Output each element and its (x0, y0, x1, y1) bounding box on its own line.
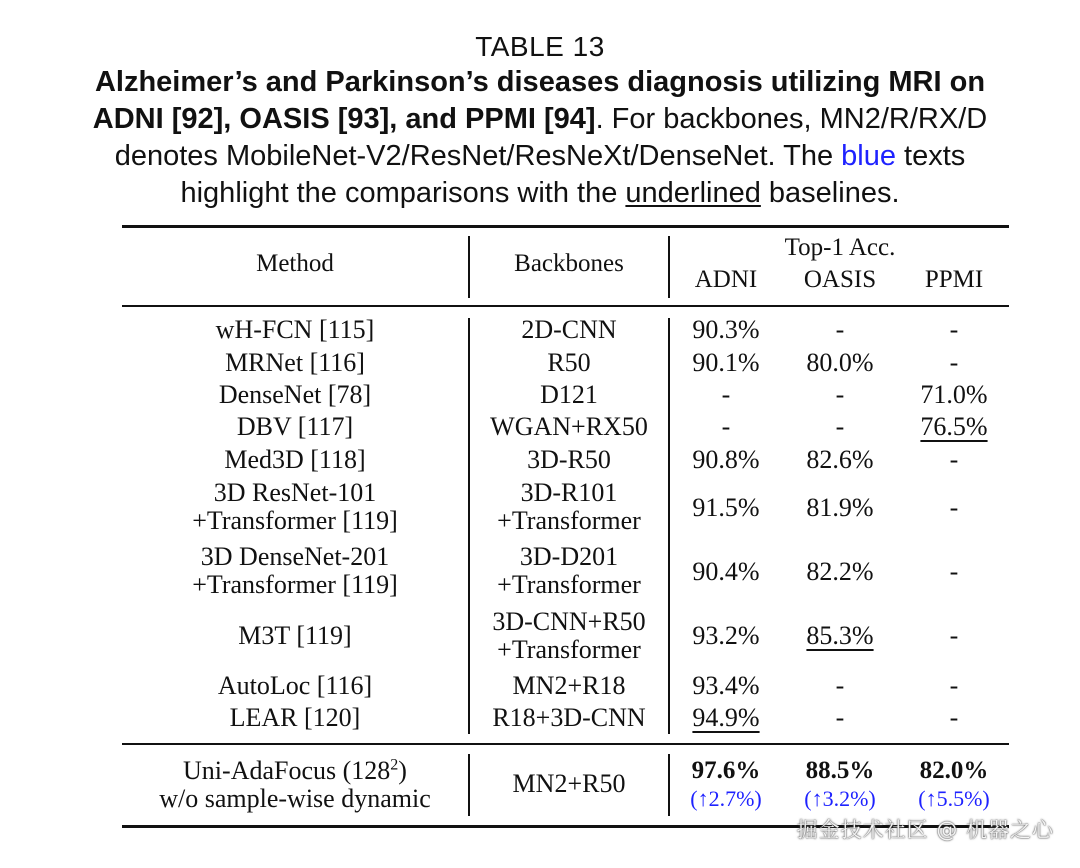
watermark: 掘金技术社区 @ 机器之心 (796, 818, 1054, 842)
table-row-method: DBV [117] (236, 412, 354, 441)
table-row-backbone: 3D-CNN+R50 (492, 607, 646, 636)
header-ppmi: PPMI (924, 266, 984, 293)
table-row-method-line-2: +Transformer [119] (192, 570, 398, 599)
caption-title: Alzheimer’s and Parkinson’s diseases diagnosis utilizing MRI on (94, 66, 986, 98)
table-row-backbone: D121 (540, 380, 598, 409)
table-ours-rule (122, 743, 1009, 745)
table-row-method: MRNet [116] (225, 348, 365, 377)
table-row-oasis: - (835, 671, 845, 700)
ours-oasis-gain: (↑3.2%) (804, 786, 876, 811)
caption-line-4-a: highlight the comparisons with the (180, 177, 626, 209)
table-row-oasis: 80.0% (806, 348, 874, 377)
table-row-backbone: R18+3D-CNN (492, 703, 646, 732)
ours-ppmi-gain: (↑5.5%) (918, 786, 990, 811)
table-row-backbone: R50 (547, 348, 591, 377)
caption-blue-word: blue (841, 140, 896, 172)
table-row-adni: 93.2% (692, 621, 760, 650)
table-row-adni: 90.1% (692, 348, 760, 377)
ours-ppmi: 82.0% (919, 757, 989, 784)
ours-method-line-2: w/o sample-wise dynamic (159, 784, 431, 813)
caption-line-2 (0, 101, 1080, 138)
header-adni: ADNI (694, 266, 758, 293)
table-row-oasis: 82.6% (806, 445, 874, 474)
table-row-backbone-line-2: +Transformer (497, 506, 641, 535)
table-row-method: 3D DenseNet-201 (200, 542, 390, 571)
table-row-backbone: 3D-D201 (519, 542, 619, 571)
table-row-backbone: 2D-CNN (521, 315, 617, 344)
table-row-adni: - (721, 412, 731, 441)
table-row-backbone: 3D-R101 (520, 478, 618, 507)
baseline-underlined-value: 94.9% (692, 703, 760, 732)
baseline-underlined-value: 85.3% (806, 621, 874, 650)
table-row-oasis: - (835, 315, 845, 344)
caption-line-4 (0, 175, 1080, 212)
ours-method-superscript: 2 (390, 756, 399, 774)
ours-adni: 97.6% (691, 757, 761, 784)
ours-method-name: Uni-AdaFocus (128 (183, 756, 391, 785)
table-row-ppmi: - (949, 445, 959, 474)
table-number: TABLE 13 (475, 31, 605, 62)
table-row-oasis (782, 621, 898, 651)
table-top-rule (122, 225, 1009, 228)
table-row-adni: 90.3% (692, 315, 760, 344)
table-row-ppmi: - (949, 348, 959, 377)
table-row-oasis: 81.9% (806, 493, 874, 522)
caption-line-4-b: baselines. (760, 177, 900, 209)
table-row-ppmi (898, 412, 1010, 442)
ours-method (122, 756, 468, 786)
header-backbones: Backbones (514, 250, 624, 277)
table-row-backbone-line-2: +Transformer (497, 570, 641, 599)
caption-underlined-word: underlined (625, 177, 761, 209)
ours-backbone: MN2+R50 (512, 769, 626, 798)
caption-line-3-a: denotes MobileNet-V2/ResNet/ResNeXt/DenseNet. The (114, 140, 842, 172)
table-row-oasis: - (835, 380, 845, 409)
caption-line-2-rest: . For backbones, MN2/R/RX/D (595, 103, 988, 135)
table-row-ppmi: 71.0% (920, 380, 988, 409)
table-row-ppmi: - (949, 703, 959, 732)
table-row-adni: 90.8% (692, 445, 760, 474)
table-row-backbone: 3D-R50 (527, 445, 611, 474)
table-row-ppmi: - (949, 493, 959, 522)
table-header-rule (122, 305, 1009, 307)
table-row-oasis: 82.2% (806, 557, 874, 586)
table-row-ppmi: - (949, 621, 959, 650)
caption-line-3 (0, 138, 1080, 175)
ours-method-close: ) (398, 756, 407, 785)
table-caption (0, 30, 1080, 212)
table-row-oasis: - (835, 412, 845, 441)
table-row-adni: 91.5% (692, 493, 760, 522)
table-row-adni (670, 703, 782, 733)
table-row-method: Med3D [118] (224, 445, 366, 474)
table-row-method: LEAR [120] (229, 703, 361, 732)
table-row-ppmi: - (949, 315, 959, 344)
ours-adni-gain: (↑2.7%) (690, 786, 762, 811)
caption-datasets: ADNI [92], OASIS [93], and PPMI [94] (92, 103, 596, 135)
header-oasis: OASIS (803, 266, 877, 293)
table-row-oasis: - (835, 703, 845, 732)
table-row-backbone-line-2: +Transformer (497, 635, 641, 664)
ours-oasis: 88.5% (805, 757, 875, 784)
table-row-adni: 93.4% (692, 671, 760, 700)
table-row-method: wH-FCN [115] (215, 315, 375, 344)
table-row-ppmi: - (949, 671, 959, 700)
table-row-method: DenseNet [78] (218, 380, 372, 409)
table-row-adni: - (721, 380, 731, 409)
header-top1-acc: Top-1 Acc. (784, 234, 896, 261)
table-row-method: 3D ResNet-101 (213, 478, 377, 507)
caption-line-3-b: texts (895, 140, 966, 172)
table-row-backbone: MN2+R18 (512, 671, 626, 700)
table-row-ppmi: - (949, 557, 959, 586)
table-row-method: M3T [119] (238, 621, 352, 650)
table-row-method: AutoLoc [116] (217, 671, 373, 700)
table-row-backbone: WGAN+RX50 (490, 412, 648, 441)
table-row-adni: 90.4% (692, 557, 760, 586)
table-row-method-line-2: +Transformer [119] (192, 506, 398, 535)
baseline-underlined-value: 76.5% (920, 412, 988, 441)
header-method: Method (256, 250, 334, 277)
